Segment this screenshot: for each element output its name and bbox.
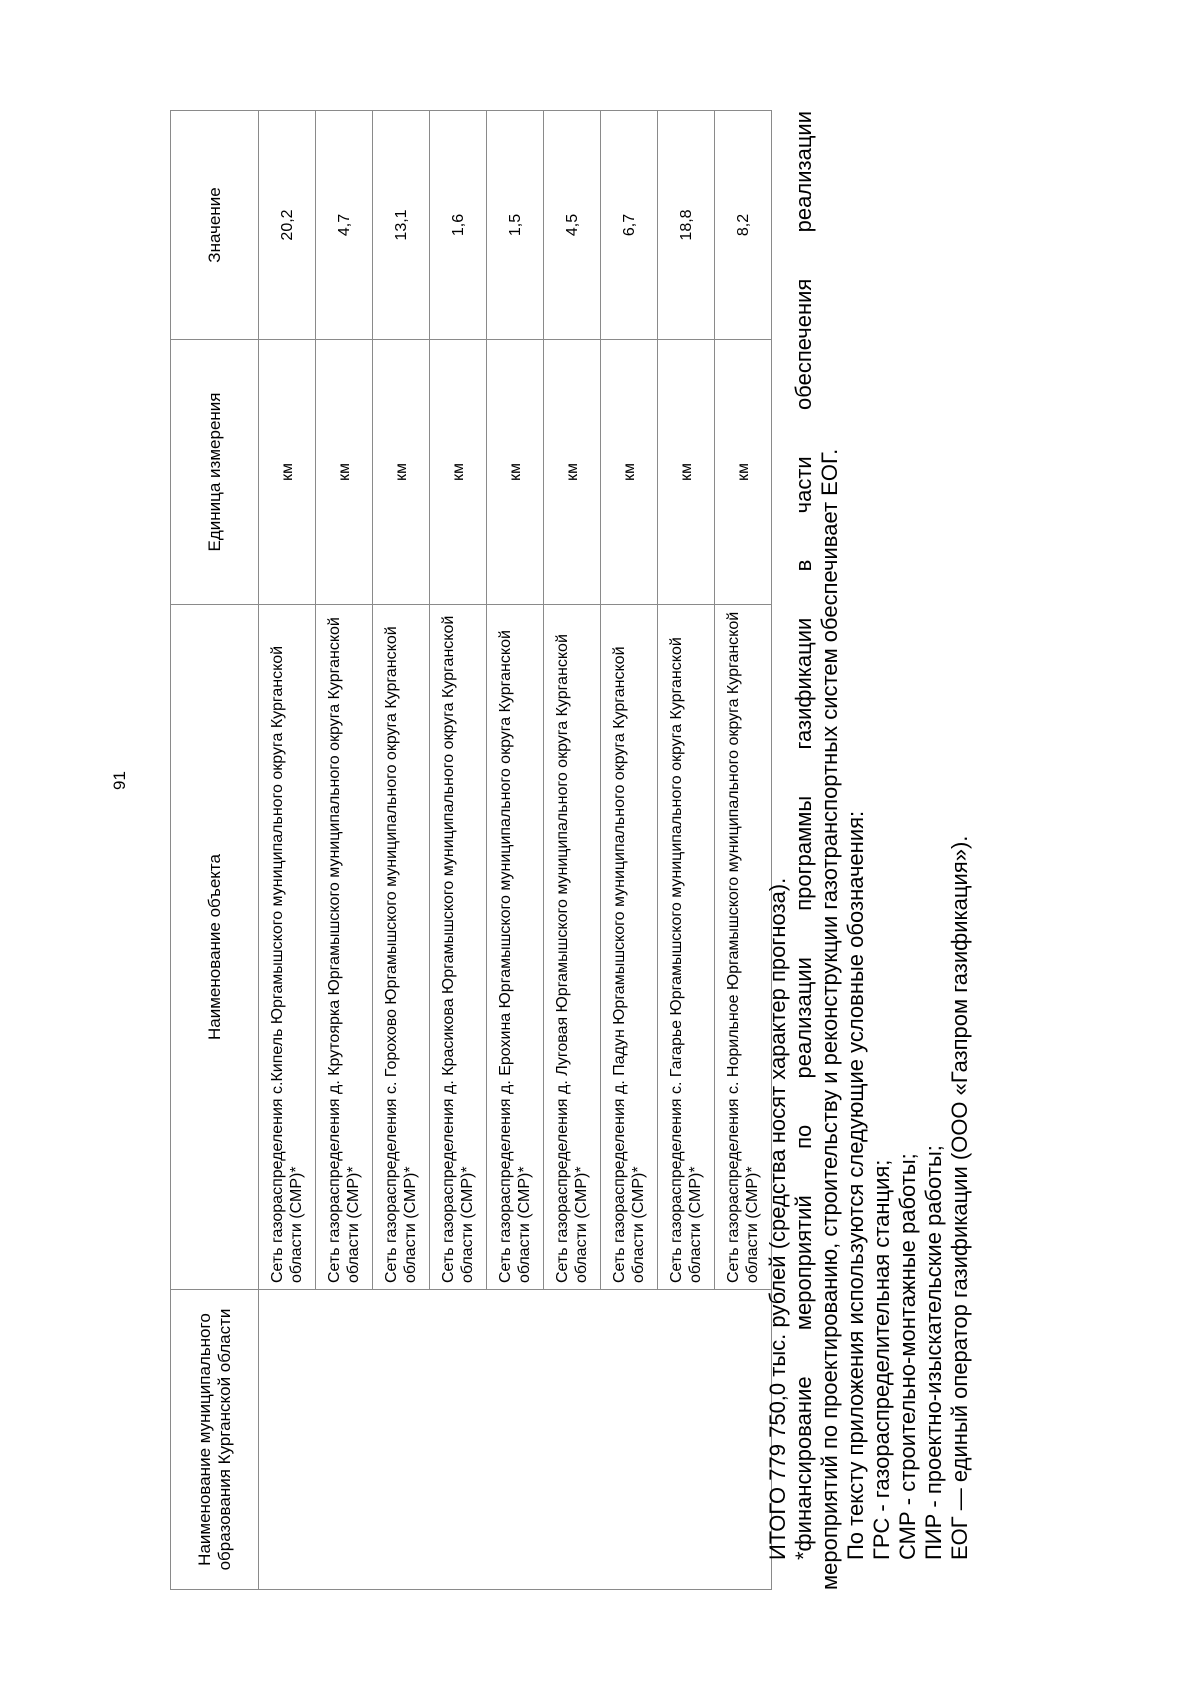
value-cell: 4,7 <box>316 111 373 340</box>
value-cell: 18,8 <box>658 111 715 340</box>
financing-note-line-1: *финансирование мероприятий по реализации программы газификации в части обеспечения реализации <box>791 111 816 1560</box>
header-object: Наименование объекта <box>171 605 259 1290</box>
legend-item-grs: ГРС - газораспределительная станция; <box>869 1159 894 1560</box>
financing-note-line-2: мероприятий по проектированию, строительству и реконструкции газотранспортных систем обеспечивает ЕОГ. <box>817 448 842 1590</box>
unit-cell: км <box>259 340 316 605</box>
table-header-row <box>171 111 259 1590</box>
unit-cell: км <box>430 340 487 605</box>
unit-cell: км <box>544 340 601 605</box>
notes-block <box>765 111 973 1590</box>
value-cell: 8,2 <box>715 111 772 340</box>
header-unit: Единица измерения <box>171 340 259 605</box>
unit-cell: км <box>373 340 430 605</box>
legend-item-eog: ЕОГ — единый оператор газификации (ООО «Газпром газификация»). <box>947 835 972 1560</box>
unit-cell: км <box>658 340 715 605</box>
object-cell: Сеть газораспределения д. Луговая Юргамышского муниципального округа Курганской области (СМР)* <box>544 605 601 1290</box>
object-cell: Сеть газораспределения с. Горохово Юргамышского муниципального округа Курганской области (СМР)* <box>373 605 430 1290</box>
municipality-cell <box>259 1290 772 1590</box>
legend-item-smr: СМР - строительно-монтажные работы; <box>895 1153 920 1560</box>
rotated-page-content <box>110 90 1040 1590</box>
unit-cell: км <box>316 340 373 605</box>
unit-cell: км <box>601 340 658 605</box>
object-cell: Сеть газораспределения с. Гагарье Юргамышского муниципального округа Курганской области (СМР)* <box>658 605 715 1290</box>
value-cell: 4,5 <box>544 111 601 340</box>
unit-cell: км <box>715 340 772 605</box>
legend-item-pir: ПИР - проектно-изыскательские работы; <box>921 1145 946 1560</box>
page-number: 91 <box>110 771 129 790</box>
object-cell: Сеть газораспределения д. Падун Юргамышского муниципального округа Курганской области (СМР)* <box>601 605 658 1290</box>
object-cell: Сеть газораспределения д. Красикова Юргамышского муниципального округа Курганской области (СМР)* <box>430 605 487 1290</box>
value-cell: 6,7 <box>601 111 658 340</box>
object-cell: Сеть газораспределения с. Норильное Юргамышского муниципального округа Курганской области (СМР)* <box>715 605 772 1290</box>
unit-cell: км <box>487 340 544 605</box>
header-municipality: Наименование муниципального образования Курганской области <box>171 1290 259 1590</box>
value-cell: 20,2 <box>259 111 316 340</box>
gas-network-table <box>170 110 772 1590</box>
value-cell: 13,1 <box>373 111 430 340</box>
total-line: ИТОГО 779 750,0 тыс. рублей (средства носят характер прогноза). <box>765 877 790 1560</box>
legend-intro: По тексту приложения используются следующие условные обозначения: <box>843 810 868 1560</box>
table-row <box>259 111 316 1590</box>
object-cell: Сеть газораспределения д. Ерохина Юргамышского муниципального округа Курганской области (СМР)* <box>487 605 544 1290</box>
header-value: Значение <box>171 111 259 340</box>
object-cell: Сеть газораспределения д. Крутоярка Юргамышского муниципального округа Курганской области (СМР)* <box>316 605 373 1290</box>
value-cell: 1,6 <box>430 111 487 340</box>
object-cell: Сеть газораспределения с.Кипель Юргамышского муниципального округа Курганской области (СМР)* <box>259 605 316 1290</box>
value-cell: 1,5 <box>487 111 544 340</box>
